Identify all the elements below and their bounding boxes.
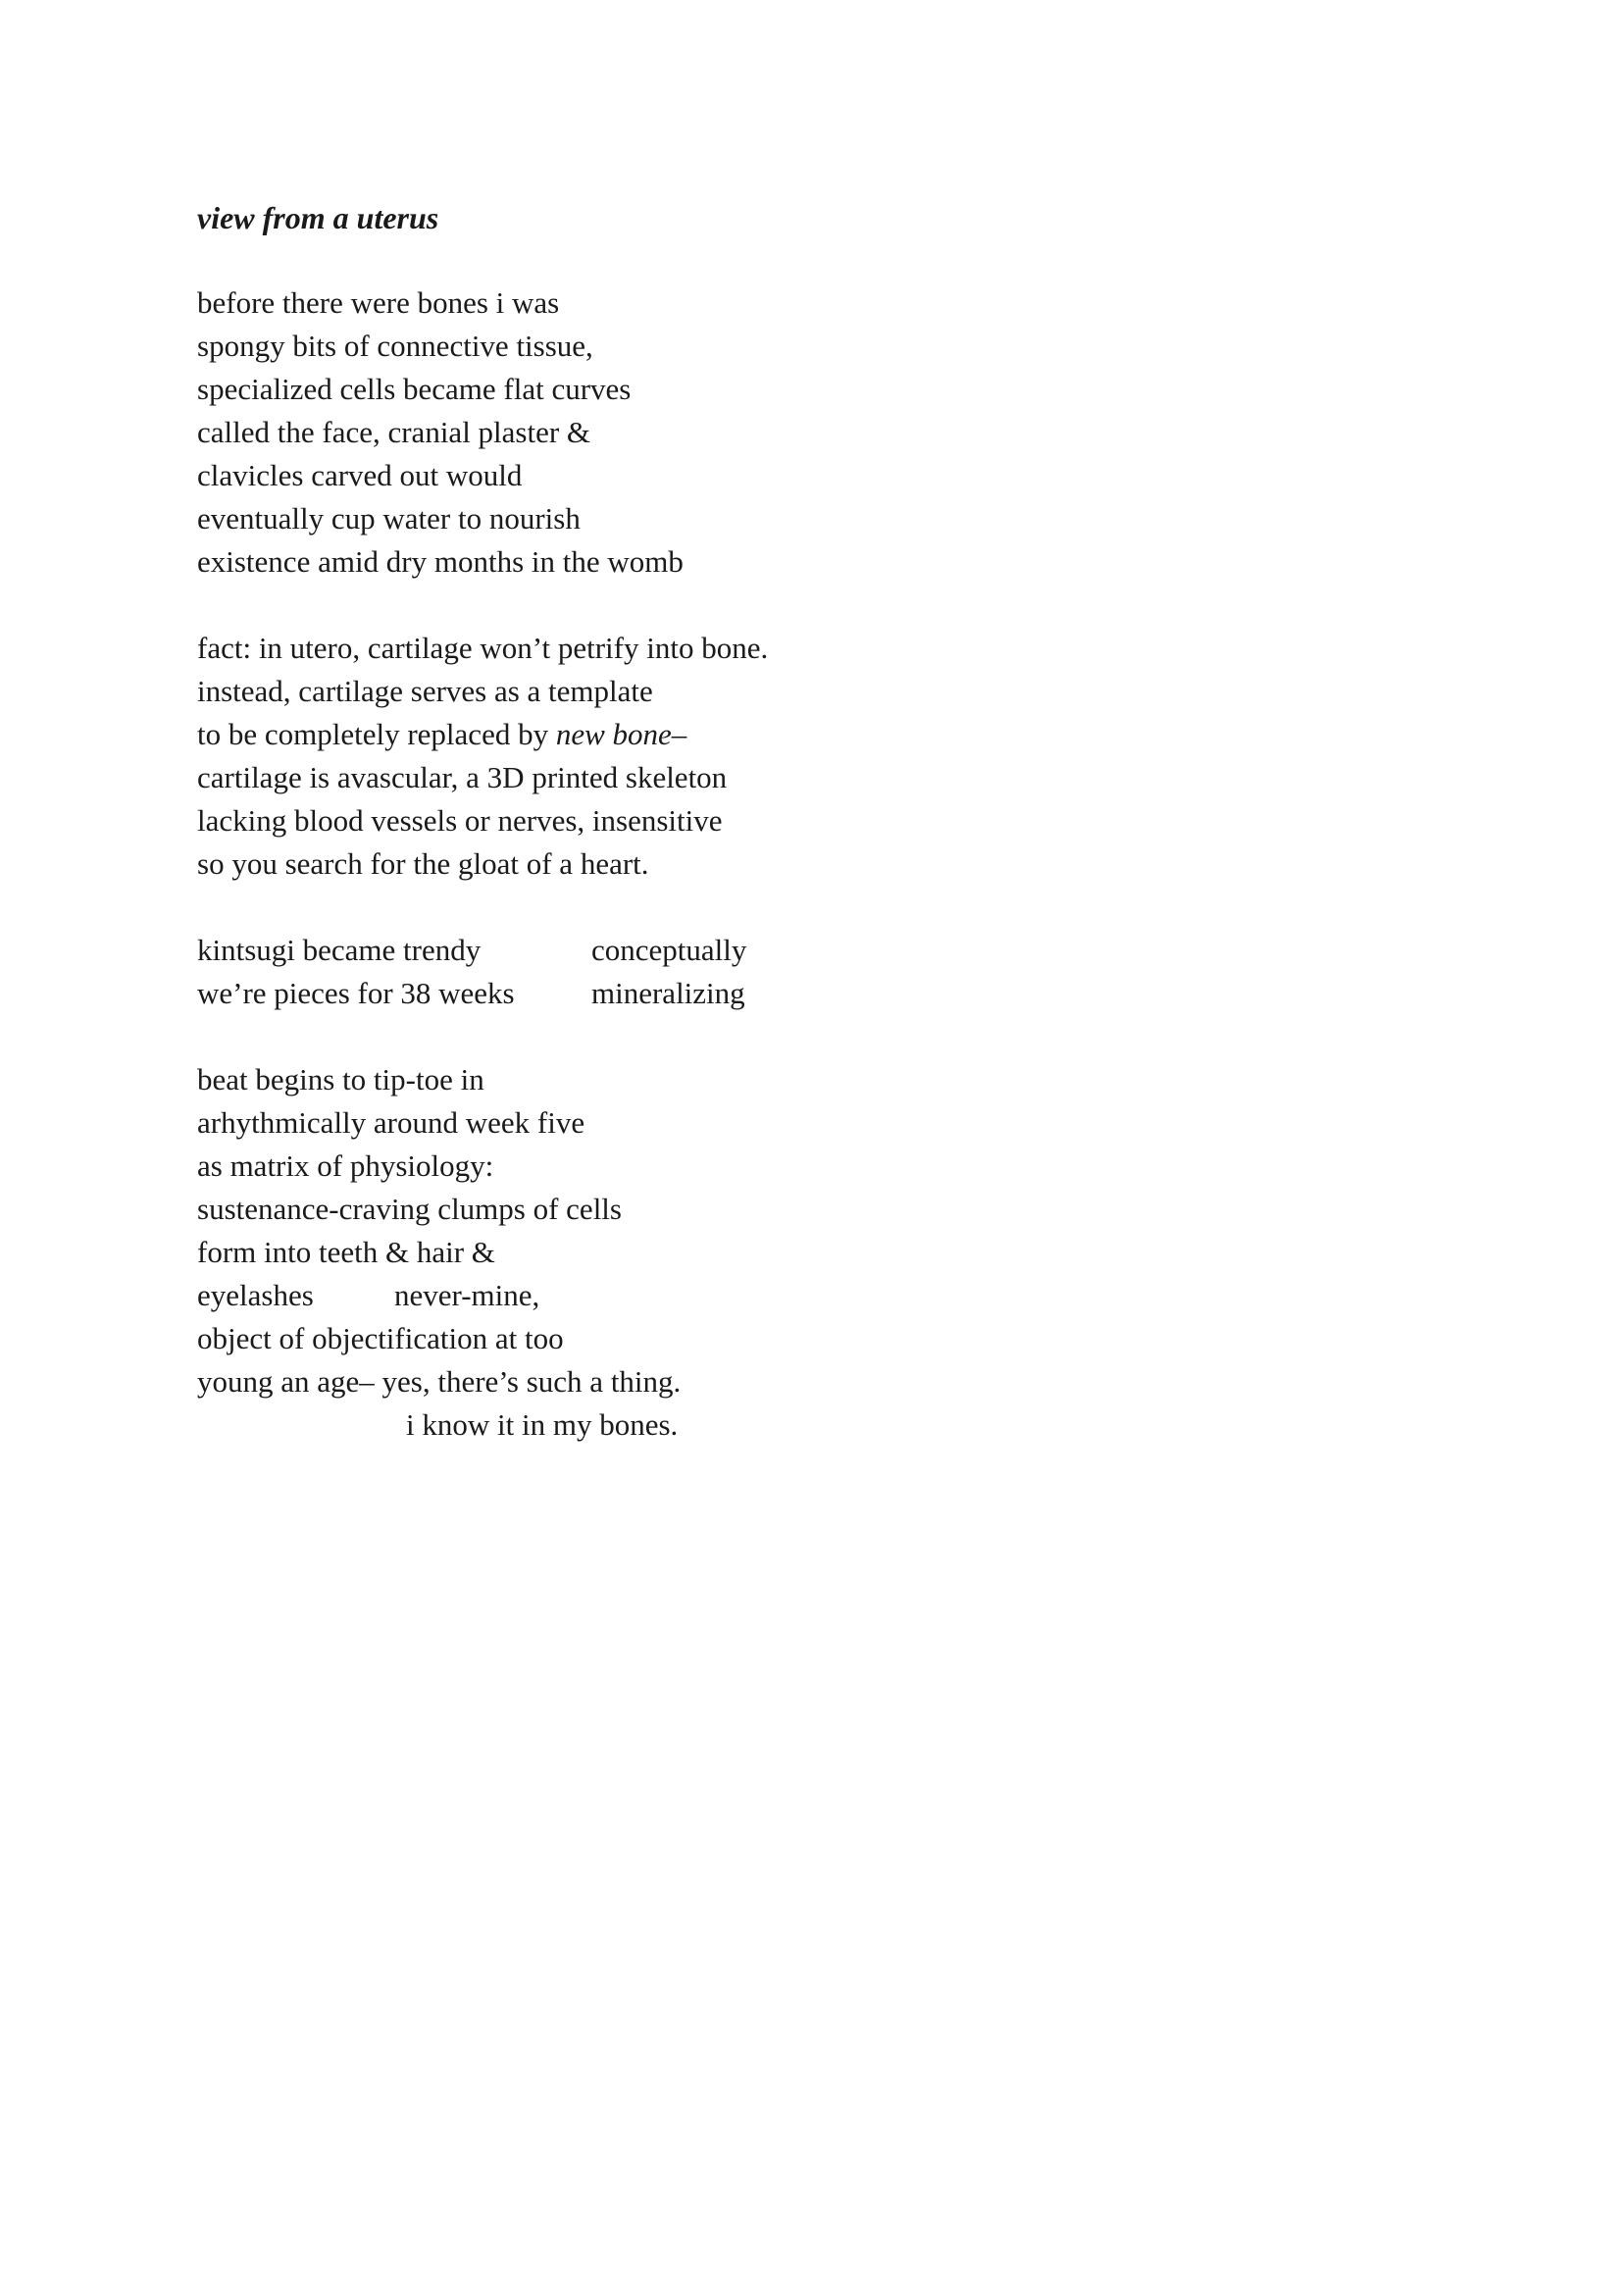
poem-line-fragment: eyelashes xyxy=(197,1278,314,1312)
poem-line: sustenance-craving clumps of cells xyxy=(197,1192,622,1226)
poem-line: fact: in utero, cartilage won’t petrify into bone. xyxy=(197,631,769,665)
poem-line: young an age– yes, there’s such a thing. xyxy=(197,1364,682,1399)
poem-line: form into teeth & hair & xyxy=(197,1235,495,1269)
poem-line xyxy=(197,929,768,972)
poem-line: cartilage is avascular, a 3D printed skeleton xyxy=(197,760,728,794)
poem-line-text: to be completely replaced by xyxy=(197,717,556,751)
stanza-2 xyxy=(197,627,768,886)
poem-line: so you search for the gloat of a heart. xyxy=(197,846,649,881)
poem-column-right: mineralizing xyxy=(591,976,745,1010)
stanza-3 xyxy=(197,929,768,1015)
poem-line: clavicles carved out would xyxy=(197,458,523,492)
poem-line: object of objectification at too xyxy=(197,1321,564,1355)
poem-line xyxy=(197,713,768,756)
poem-line: eventually cup water to nourish xyxy=(197,501,581,535)
poem-line: existence amid dry months in the womb xyxy=(197,544,684,579)
poem-line: as matrix of physiology: xyxy=(197,1148,494,1183)
stanza-4 xyxy=(197,1058,768,1447)
poem-line-fragment: never-mine, xyxy=(394,1278,540,1312)
poem-line: i know it in my bones. xyxy=(406,1407,679,1442)
poem-line: beat begins to tip-toe in xyxy=(197,1062,484,1096)
poem xyxy=(197,196,768,1490)
poem-line: before there were bones i was xyxy=(197,285,560,320)
poem-line: lacking blood vessels or nerves, insensitive xyxy=(197,803,723,838)
poem-line xyxy=(197,972,768,1015)
poem-line: called the face, cranial plaster & xyxy=(197,415,591,449)
poem-line xyxy=(197,1274,768,1317)
stanza-1 xyxy=(197,281,768,584)
poem-title: view from a uterus xyxy=(197,200,439,235)
poem-line: instead, cartilage serves as a template xyxy=(197,674,653,708)
poem-line-dash: – xyxy=(671,717,687,751)
poem-column-left: we’re pieces for 38 weeks xyxy=(197,976,515,1010)
poem-line: specialized cells became flat curves xyxy=(197,372,632,406)
poem-line: spongy bits of connective tissue, xyxy=(197,329,593,363)
poem-column-right: conceptually xyxy=(591,933,747,967)
poem-italic-text: new bone xyxy=(555,717,672,751)
poem-line: arhythmically around week five xyxy=(197,1105,585,1140)
poem-column-left: kintsugi became trendy xyxy=(197,933,482,967)
